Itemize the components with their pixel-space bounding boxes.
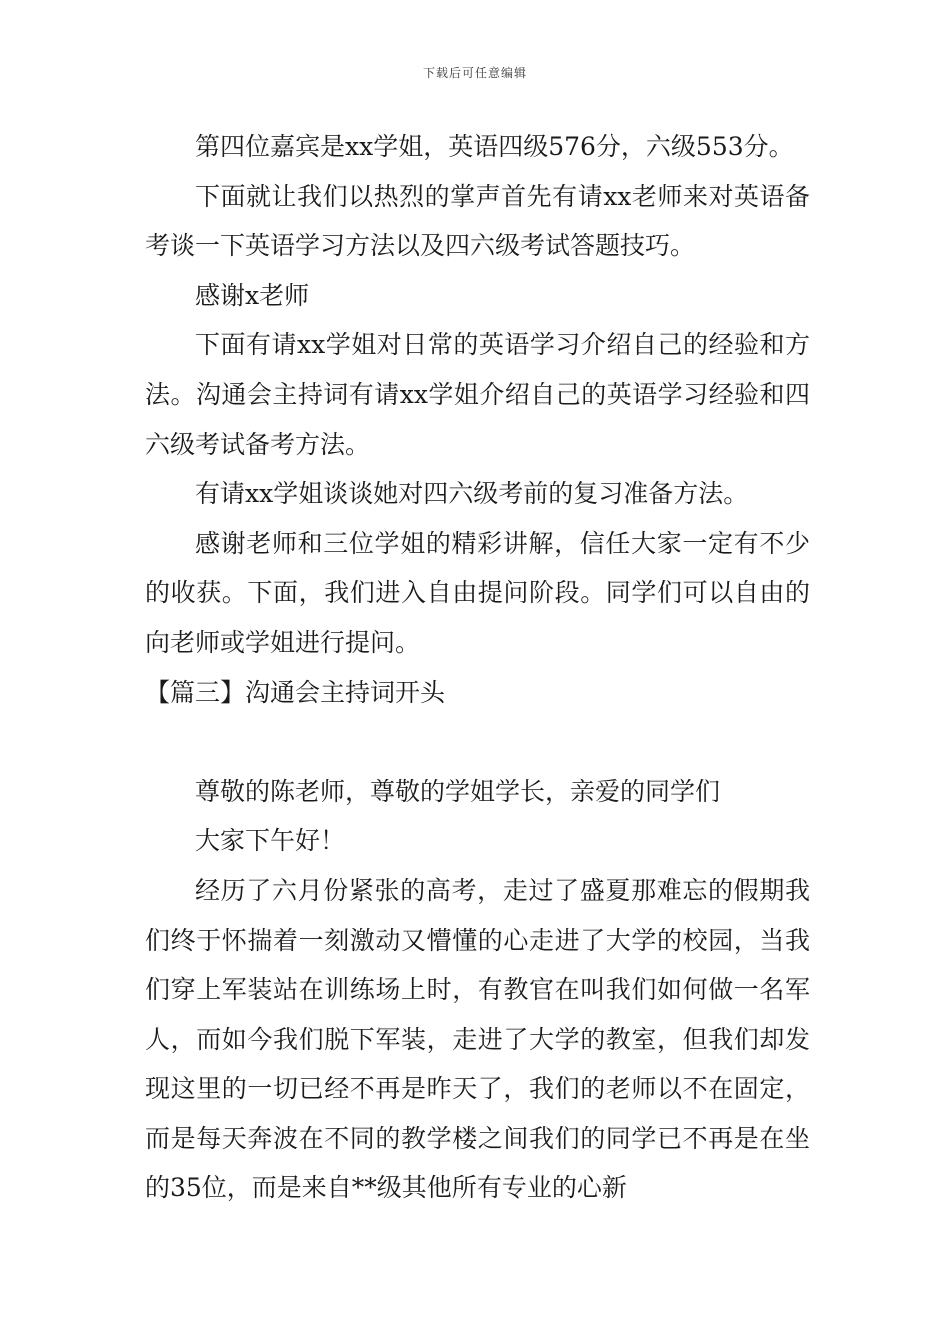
paragraph-free-questions: 感谢老师和三位学姐的精彩讲解，信任大家一定有不少的收获。下面，我们进入自由提问阶段。同学们可以自由的向老师或学姐进行提问。 — [145, 528, 810, 657]
page-header: 下载后可任意编辑 — [422, 66, 527, 80]
paragraph-guest-four: 第四位嘉宾是xx学姐，英语四级576分，六级553分。 — [195, 132, 794, 161]
paragraph-thanks-teacher: 感谢x老师 — [195, 280, 310, 310]
section-heading: 【篇三】沟通会主持词开头 — [145, 677, 446, 707]
paragraph-invite-teacher: 下面就让我们以热烈的掌声首先有请xx老师来对英语备考谈一下英语学习方法以及四六级考试答题技巧。 — [145, 181, 810, 261]
paragraph-opening-speech: 经历了六月份紧张的高考，走过了盛夏那难忘的假期我们终于怀揣着一刻激动又懵懂的心走进了大学的校园，当我们穿上军装站在训练场上时，有教官在叫我们如何做一名军人，而如今我们脱下军装，走进了大学的教室，但我们却发现这里的一切已经不再是昨天了，我们的老师以不在固定，而是每天奔波在不同的教学楼之间我们的同学已不再是在坐的35位，而是来自**级其他所有专业的心新 — [145, 875, 810, 1203]
paragraph-invite-senior: 下面有请xx学姐对日常的英语学习介绍自己的经验和方法。沟通会主持词有请xx学姐介绍自己的英语学习经验和四六级考试备考方法。 — [145, 330, 810, 459]
paragraph-greeting: 尊敬的陈老师，尊敬的学姐学长，亲爱的同学们 — [195, 776, 721, 806]
section-spacer — [145, 717, 810, 767]
document-body — [145, 122, 810, 1213]
paragraph-good-afternoon: 大家下午好！ — [195, 826, 346, 856]
paragraph-invite-senior-review: 有请xx学姐谈谈她对四六级考前的复习准备方法。 — [195, 479, 749, 509]
